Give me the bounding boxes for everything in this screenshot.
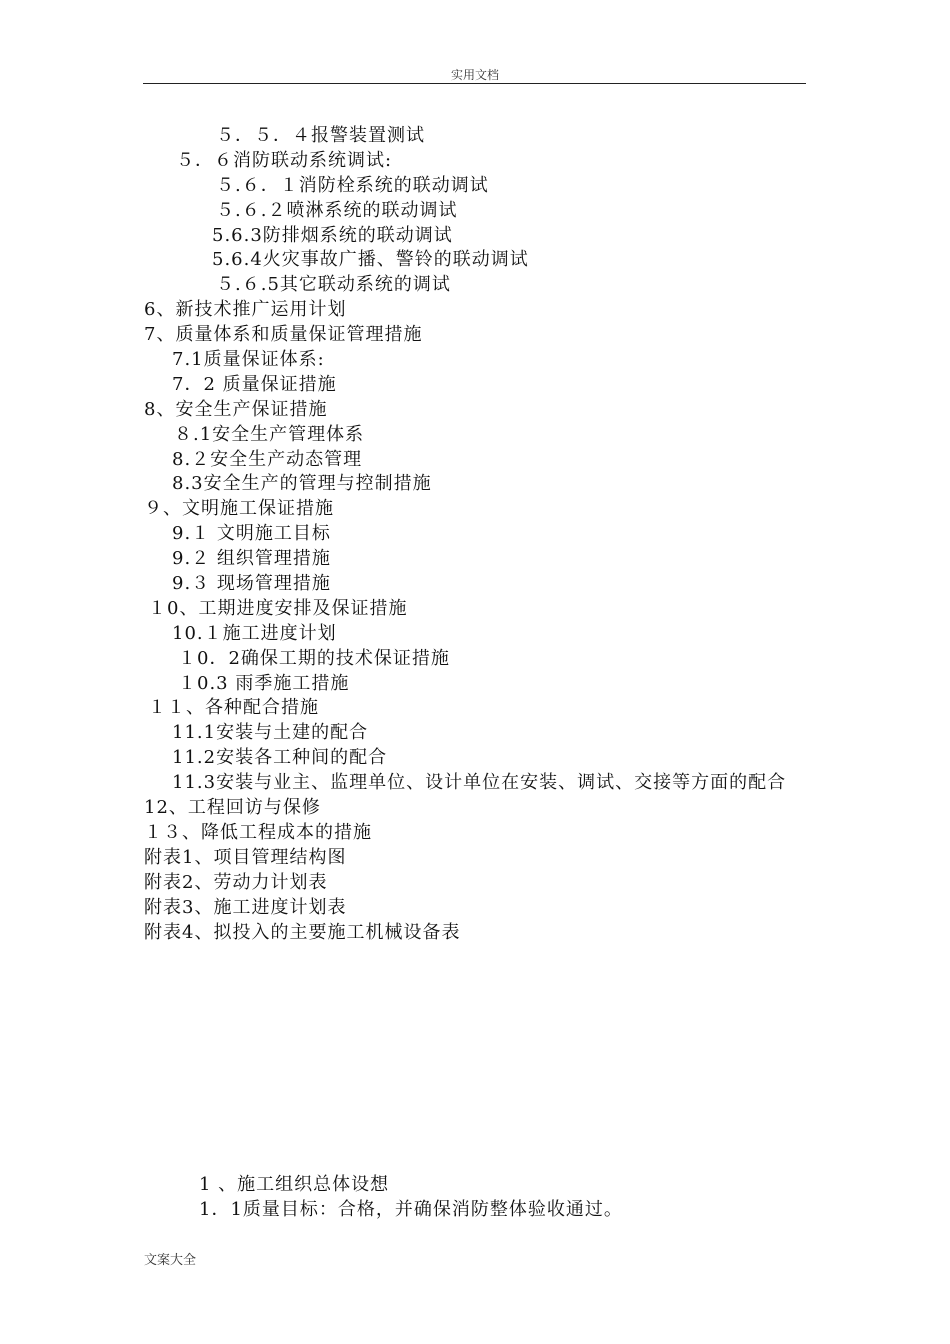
toc-entry: ９、文明施工保证措施	[144, 498, 334, 520]
toc-entry: ５.６.5其它联动系统的调试	[216, 274, 451, 296]
toc-entry: ５.６．１消防栓系统的联动调试	[216, 174, 489, 196]
toc-entry: ８.1安全生产管理体系	[174, 423, 365, 445]
toc-entry: ５.６.２喷淋系统的联动调试	[216, 199, 458, 221]
toc-entry: 11.2安装各工种间的配合	[172, 747, 388, 769]
header-rule	[143, 83, 806, 84]
toc-entry: 11.3安装与业主、监理单位、设计单位在安装、调试、交接等方面的配合	[172, 772, 787, 794]
section-subheading: 1．1质量目标：合格，并确保消防整体验收通过。	[199, 1199, 623, 1220]
toc-entry: 附表4、拟投入的主要施工机械设备表	[144, 921, 461, 943]
toc-entry: 11.1安装与土建的配合	[172, 722, 369, 744]
toc-entry: 10.１施工进度计划	[172, 622, 337, 644]
toc-entry: 5.6.3防排烟系统的联动调试	[212, 224, 453, 246]
toc-entry: 附表2、劳动力计划表	[144, 871, 328, 893]
toc-entry: 7.1质量保证体系:	[172, 349, 325, 371]
toc-entry: 12、工程回访与保修	[144, 797, 321, 819]
toc-entry: 附表3、施工进度计划表	[144, 896, 347, 918]
toc-entry: １0．2确保工期的技术保证措施	[178, 647, 450, 669]
section-heading: 1 、施工组织总体设想	[199, 1174, 390, 1195]
toc-entry: 8.3安全生产的管理与控制措施	[172, 473, 432, 495]
toc-entry: 6、新技术推广运用计划	[144, 299, 347, 321]
toc-entry: 9.２ 组织管理措施	[172, 548, 331, 570]
toc-entry: 9.３ 现场管理措施	[172, 573, 331, 595]
page-header: 实用文档	[450, 68, 499, 82]
toc-entry: １0、工期进度安排及保证措施	[148, 597, 408, 619]
toc-entry: 5.6.4火灾事故广播、警铃的联动调试	[212, 249, 529, 271]
toc-entry: 8.２安全生产动态管理	[172, 448, 363, 470]
table-of-contents	[144, 124, 808, 945]
toc-entry: ５．６消防联动系统调试:	[176, 149, 393, 171]
page-footer: 文案大全	[144, 1253, 197, 1268]
toc-entry: １１、各种配合措施	[148, 697, 319, 719]
toc-entry: 9.１ 文明施工目标	[172, 523, 331, 545]
toc-entry: １0.3 雨季施工措施	[178, 672, 350, 694]
toc-entry: 8、安全生产保证措施	[144, 398, 328, 420]
toc-entry: １３、降低工程成本的措施	[144, 821, 372, 843]
toc-entry: 7、质量体系和质量保证管理措施	[144, 324, 423, 346]
toc-entry: 7．2 质量保证措施	[172, 373, 337, 395]
toc-entry: ５．５．４报警装置测试	[216, 125, 425, 146]
toc-entry: 附表1、项目管理结构图	[144, 846, 347, 868]
